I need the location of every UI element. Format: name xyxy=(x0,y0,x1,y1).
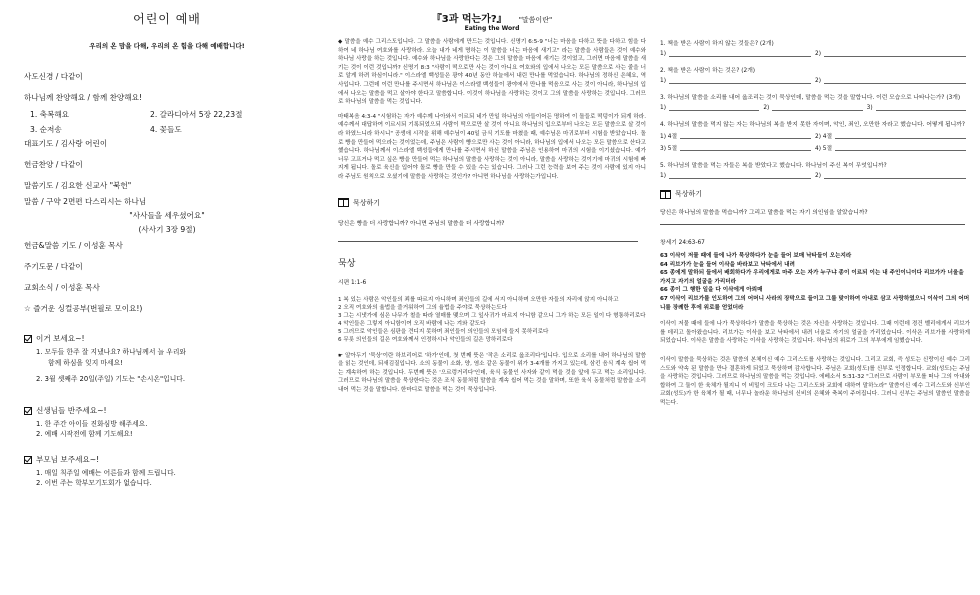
genesis-verse: 66 종이 그 행한 일을 다 이삭에게 아뢰매 xyxy=(660,287,763,294)
children-worship-column xyxy=(0,0,318,595)
lesson-subtitle-en: Eating the Word xyxy=(464,25,520,32)
worship-intro: 우리의 온 맘을 다해, 우리의 온 힘을 다해 예배합니다! xyxy=(89,42,245,50)
order-news: 교회소식 / 이성훈 목사 xyxy=(24,283,100,292)
meditation-title: 묵상 xyxy=(338,258,356,269)
order-prayer: 대표기도 / 김사랑 어린이 xyxy=(24,139,108,148)
answer-row: 3) 5절 4) 5절 xyxy=(660,143,970,152)
question-4: 4. 하나님의 말씀을 먹지 않는 자는 하나님의 복을 받지 못한 자이며, 악인, 죄인, 오만한 자라고 했습니다. 어떻게 됩니까? xyxy=(660,122,965,128)
psalm-verse: 5 그러므로 악인들은 심판을 견디지 못하며 죄인들이 의인들의 모임에 들지 못하리로다 xyxy=(338,328,549,335)
notice-item: 2. 예배 시작전에 함께 기도해요! xyxy=(36,430,133,438)
order-sermon: 말씀 / 구약 2면편 다스리시는 하나님 xyxy=(24,197,147,206)
notice-item: 2. 이번 주는 학부모기도회가 없습니다. xyxy=(36,479,152,487)
answer-blank[interactable] xyxy=(824,50,966,57)
answer-line xyxy=(338,241,638,242)
notice-item: 함께 하심을 잊지 마세요! xyxy=(48,358,123,367)
notice-item: 2. 3월 셋째주 20일(주일) 기도는 "손시온"입니다. xyxy=(36,375,186,383)
psalm-verse: 6 무릇 의인들의 길은 여호와께서 인정하시나 악인들의 길은 망하리로다 xyxy=(338,336,513,343)
psalm-verse: 3 그는 시냇가에 심은 나무가 철을 따라 열매를 맺으며 그 잎사귀가 마르지 아니함 같으니 그가 하는 모든 일이 다 형통하리로다 xyxy=(338,312,646,319)
notice-item: 1. 매일 칙주일 예배는 어른들과 함께 드립니다. xyxy=(36,468,176,477)
lesson-header xyxy=(338,10,646,25)
psalm-reference: 시편 1:1-6 xyxy=(338,279,367,286)
sermon-reference: (사사기 3장 9절) xyxy=(138,225,196,234)
lesson-title: 『3과 먹는가?』 xyxy=(431,14,507,25)
order-cheer: ☆ 즐거운 싱컬공부(번필로 모이요!) xyxy=(24,304,143,313)
lesson-paragraph: 마태복음 4:3-4 "시험하는 자가 예수께 나아와서 이르되 네가 만일 하나님의 아들이어든 명하여 이 돌들로 떡덩이가 되게 하라. 예수께서 대답하여 이르시되 기록되었으되 사람이 떡으로만 살 것이 아니요 하나님의 입으로부터 나오는 모든 말씀으로 살 것이라 하였느니라 하시니" 공생애 시작을 위해 예수님이 40일 금식 기도를 마쳤을 때, 예수님은 마귀로부터 시험을 받았습니다. 돌로 빵을 만들어 먹으라는 것이었는데, 주님은 사람이 빵으로만 사는 것이 아니라, 하나님의 입에서 나오는 모든 말씀으로 산다고 했습니다. 하나님께서 이스라엘 백성들에게 만나를 주시면서 하신 말씀을 주님은 인용하여 마귀의 시험을 이기셨습니다. 예가 너무 고프거나 먹고 싶은 빵을 만들어 먹는 하나님의 말씀을 사랑하는 것이 아니라, 말씀을 사랑하는 것이기에 마귀의 시험에 빠지게 됩니다. 돌로 육신을 입어야 돌로 빵을 만들 수 있을 수는 있습니다. 그러나 그런 능력을 보여 주는 것이 사람에 있지 아니라 주님도 원칙으로 오셨기에 말씀을 사랑하는 것인가? 아니면 하나님을 사랑하는가입니다. xyxy=(338,113,646,180)
question-5: 5. 하나님의 말씀을 먹는 자들은 복을 받았다고 했습니다. 하나님이 주신 복이 무엇입니까? xyxy=(660,163,887,169)
psalm-verse: 2 오직 여호와의 율법을 즐거워하여 그의 율법을 주야로 묵상하는도다 xyxy=(338,304,508,311)
answer-row: 1) 4절 2) 4절 xyxy=(660,131,970,140)
question-2: 2. 책을 받은 사람이 하는 것은? (2개) xyxy=(660,68,756,74)
meditate-header: 묵상하기 xyxy=(660,189,970,199)
question-1: 1. 책을 받은 사람이 하지 않는 것들은? (2개) xyxy=(660,41,774,47)
answer-blank[interactable] xyxy=(835,132,966,139)
book-icon xyxy=(338,198,349,207)
genesis-verse: 63 이삭이 저물 때에 들에 나가 묵상하다가 눈을 들어 보매 낙타들이 오는지라 xyxy=(660,253,852,259)
answer-blank[interactable] xyxy=(669,50,811,57)
notice-item: 1. 한 주간 아이들 진화심방 해주세요. xyxy=(36,419,148,428)
order-lords-prayer: 주기도문 / 다같이 xyxy=(24,262,83,271)
lesson-paragraph: ◆ 말씀을 예수 그리스도입니다. 그 말씀을 사람에게 만드는 것입니다. 신명기 6:5-9 "너는 마음을 다하고 뜻을 다하고 힘을 다하여 네 하나님 여호와를 사랑하라. 오늘 내가 네게 명하는 이 말씀을 너는 마음에 새기고" 라는 말씀을 사람들은 것이 예수와 하나님 사랑을 하는 것입니다. 예수와 하나님을 사랑한다는 것은 그의 말씀을 마음에 새기는 것이었고, 그러면 마음에 말씀을 새기는 것이 이런 것입니까? 신명기 8:3 "사람이 떡으로만 사는 것이 아니요 여호와의 입에서 나오는 모든 말씀으로 사는 줄을 너로 알게 하려 하심이니라." 이스라엘 백성들은 광야 40년 동안 하늘에서 내린 만나를 먹었습니다. 하나님의 정하신 은혜요, 역사입니다. 그런데 이런 만나를 주시면서 하나님은 이스라엘 백성들이 광야에서 만나를 먹음으로 사는 것이 아니라, 하나님의 입에서 나오는 말씀을 먹고 살아야 한다고 말씀합니다. 이것이 하나님을 사랑하는 것이고 그의 말씀을 사랑하는 것입니다. 그러므로 하나님의 말씀을 먹는 것입니다. xyxy=(338,39,646,106)
answer-blank[interactable] xyxy=(680,132,811,139)
meditate-header: 묵상하기 xyxy=(338,198,646,208)
answer-row: 1) 2) xyxy=(660,50,970,57)
note-paragraph: ☛ 알아두기 '묵상'이란 하브리어로 '하가'인데, 첫 번째 뜻은 '작은 소리로 읊조리다'입니다. 입으로 소리를 내어 하나님의 말씀을 읽는 것인데, 되새김질입니다. 소의 동물이 소화, 양, 염소 같은 동물이 위가 3-4개를 가지고 있는데, 삼킨 음식 계속 씹어 먹는 계속하여 하는 것입니다. 두번째 뜻은 '으르렁거리다'인데, 육식 동물인 사자와 같이 먹을 것을 앞에 두고 먹는 소리입니다. 그러므로 하나님의 말씀을 묵상한다는 것은 조식 동물처럼 말씀을 계속 씹어 먹는 것을 말하며, 또한 육식 동물처럼 말씀을 소리 내어 먹는 것을 말합니다. 한마디로 말씀을 먹는 것이 묵상입니다. xyxy=(338,352,646,393)
answer-blank[interactable] xyxy=(669,77,811,84)
psalm-verse: 4 악인들은 그렇지 아니함이여 오직 바람에 나는 겨와 같도다 xyxy=(338,320,486,327)
answer-blank[interactable] xyxy=(669,172,811,179)
answer-row: 1) 2) 3) xyxy=(660,104,970,111)
sermon-subtitle: "사사들을 세우셨어요" xyxy=(129,211,205,220)
lesson-column xyxy=(328,0,650,595)
genesis-verse: 65 종에게 말하되 들에서 배회하다가 우리에게로 마주 오는 자가 누구냐 종이 이르되 이는 내 주인이니이다 리브가가 너울을 가지고 자기의 얼굴을 가리더라 xyxy=(660,270,964,285)
notice-head-teachers: 신생님들 반주세요~! xyxy=(24,405,310,416)
hymn-item: 3. 순저송 xyxy=(30,125,62,134)
lesson-paragraph: 이삭이 저물 때에 들에 나가 묵상하다가 말씀을 묵상하는 것은 자신을 사랑하는 것입니다. 그때 이런데 경건 벨리에게서 리브가를 데리고 돌아왔습니다. 리브가는 이삭을 보고 낙타에서 내려 너울로 자기의 얼굴을 가리었습니다. 이삭은 리브가를 사랑하게 되었습니다. 이삭은 말씀을 사랑하는 이삭을 사랑하는 것입니다. 하나님의 위로가 그의 부부에게 임했습니다. xyxy=(660,321,970,345)
answer-blank[interactable] xyxy=(824,77,966,84)
genesis-reference: 창세기 24:63-67 xyxy=(660,240,705,246)
notice-head-parents: 부모님 보주세요~! xyxy=(24,454,310,465)
notice-item: 1. 모두들 한주 잘 지냈나요? 하나님께서 늘 우리와 xyxy=(36,348,186,356)
checkbox-icon xyxy=(24,456,32,464)
lesson-subtitle: "말씀이란" xyxy=(518,16,553,24)
order-offering: 헌금찬양 / 다같이 xyxy=(24,160,83,169)
notice-head-children: 이거 보세요~! xyxy=(24,333,310,344)
order-praise: 하나님께 찬양해요 / 함께 찬양해요! xyxy=(24,93,142,102)
hymn-list xyxy=(24,124,310,135)
answer-line xyxy=(660,224,965,225)
answer-blank[interactable] xyxy=(835,144,966,151)
questions-column xyxy=(652,0,980,595)
hymn-list xyxy=(24,109,310,120)
order-word-prayer: 말씀기도 / 김요한 신교사 "북헌" xyxy=(24,181,132,190)
lesson-paragraph: 이삭이 말씀을 묵상하는 것은 말씀의 본체이신 예수 그리스도를 사랑하는 것입니다. 그리고 교회, 즉 성도는 신랑이신 예수 그리스도와 약속 된 말씀을 만나 결혼하게 되었고 묵상하며 감사합니다. 주님은 교회(성도)를 신부로 인정합니다. 교회(성도)는 주님을 사랑하는 것입니다. 그러므로 하나님의 말씀을 먹는 것입니다. 에베소서 5:31-32 "그러므로 사람이 부모를 떠나 그의 아내와 합하여 그 둘이 한 육체가 될지니 이 비밀이 크도다 나는 그리스도와 교회에 대하여 말하노라" 말씀이신 예수 그리스도와 신부인 교회(성도)가 한 육체가 될 때, 너무나 놀라운 하나님의 신비의 은혜와 축복이 주어집니다. 그러니 신부는 주님의 말씀인 말씀을 먹는다. xyxy=(660,356,970,406)
hymn-item: 4. 꽃들도 xyxy=(150,125,182,134)
psalm-verse: 1 복 있는 사람은 악인들의 꾀를 따르지 아니하며 죄인들의 길에 서지 아니하며 오만한 자들의 자리에 앉지 아니하고 xyxy=(338,296,619,303)
answer-blank[interactable] xyxy=(772,104,862,111)
hymn-item: 2. 갈라디아서 5장 22,23절 xyxy=(150,110,243,119)
meditate-question: 당신은 빵을 더 사랑합니까? 아니면 주님의 말씀을 더 사랑합니까? xyxy=(338,220,505,227)
book-icon xyxy=(660,190,671,199)
checkbox-icon xyxy=(24,407,32,415)
checkbox-icon xyxy=(24,335,32,343)
answer-blank[interactable] xyxy=(876,104,966,111)
worship-title: 어린이 예배 xyxy=(133,12,201,26)
answer-row: 1) 2) xyxy=(660,172,970,179)
meditate-question: 당신은 하나님의 말씀을 먹습니까? 그리고 말씀을 먹는 자기 의인임을 알았습니까? xyxy=(660,210,868,216)
answer-row: 1) 2) xyxy=(660,77,970,84)
answer-blank[interactable] xyxy=(669,104,759,111)
genesis-verse: 67 이삭이 리브가를 인도하여 그의 어머니 사라의 장막으로 들이고 그를 맞이하여 아내로 삼고 사랑하였으니 이삭이 그의 어머니를 장례한 후에 위로를 얻었더라 xyxy=(660,295,970,311)
answer-blank[interactable] xyxy=(824,172,966,179)
order-call: 사도신경 / 다같이 xyxy=(24,72,83,81)
order-offering-prayer: 헌금&말씀 기도 / 이성훈 목사 xyxy=(24,241,123,250)
genesis-verse: 64 리브가가 눈을 들어 이삭을 바라보고 낙타에서 내려 xyxy=(660,261,795,268)
hymn-item: 1. 축복해요 xyxy=(30,110,70,119)
question-3: 3. 하나님의 말씀을 소리를 내어 읊조리는 것이 묵상인데, 말씀을 먹는 것을 말합니다. 이런 모습으로 나타나는가? (3개) xyxy=(660,95,961,101)
answer-blank[interactable] xyxy=(680,144,811,151)
